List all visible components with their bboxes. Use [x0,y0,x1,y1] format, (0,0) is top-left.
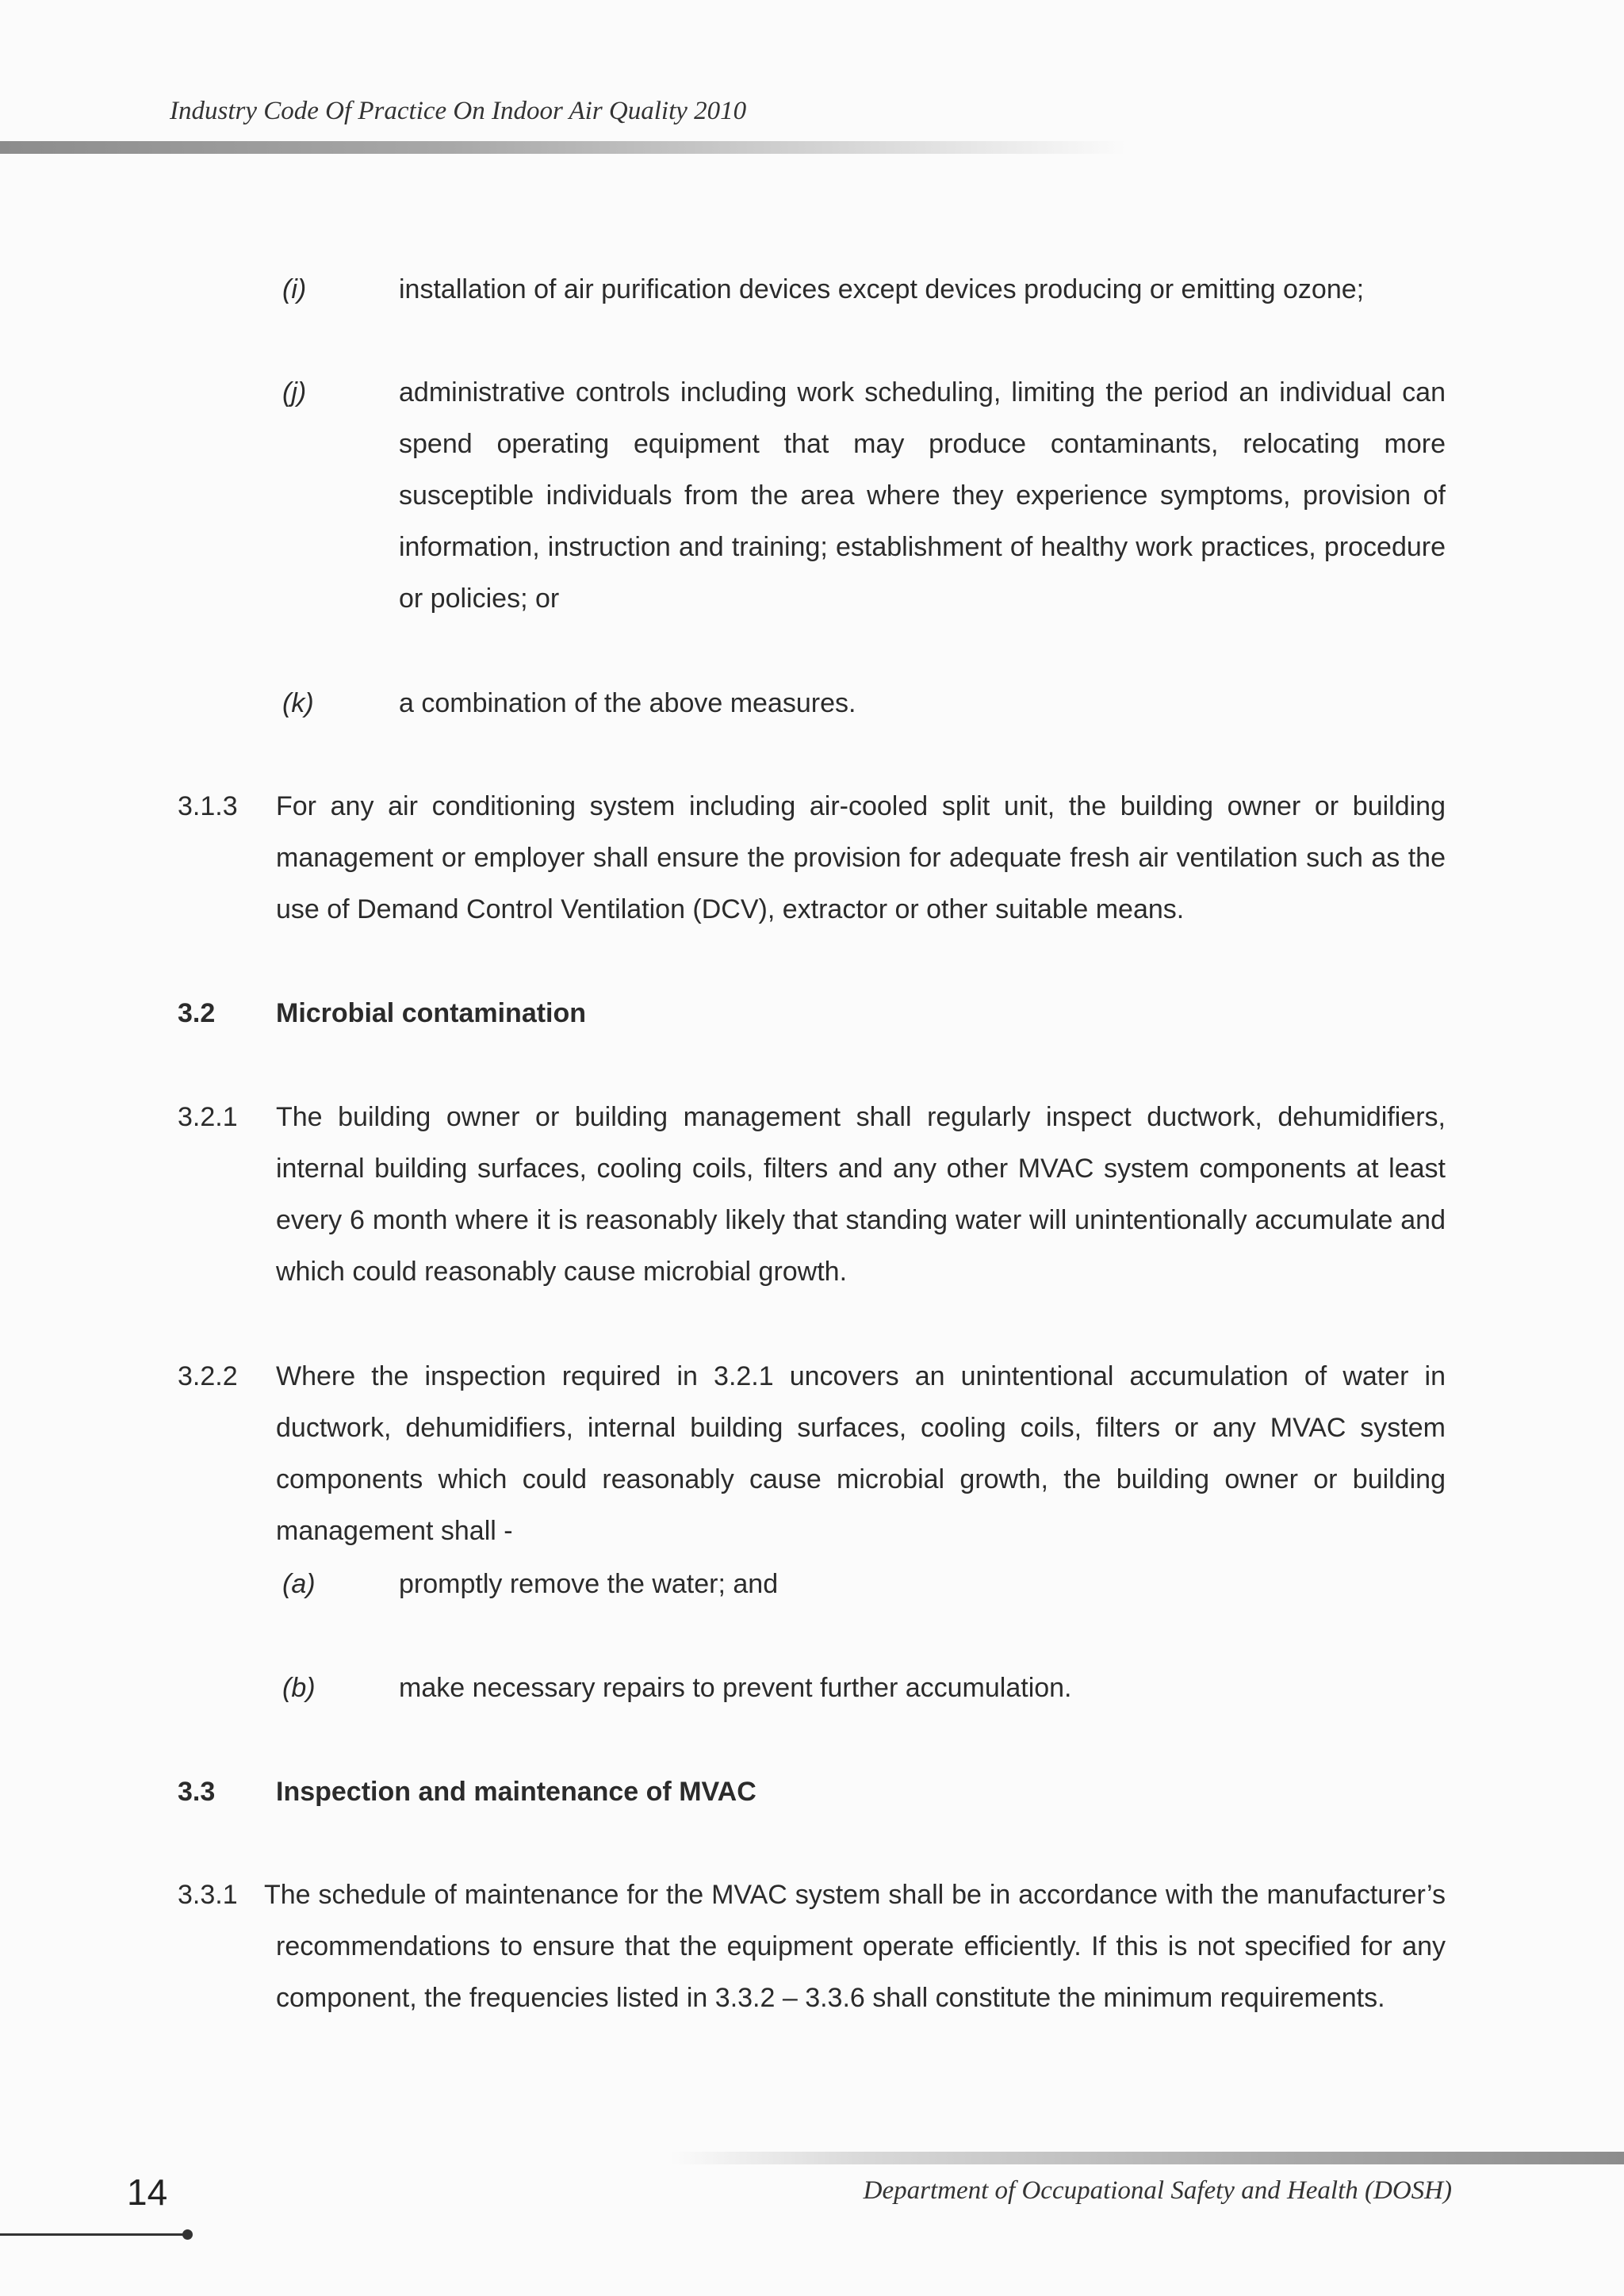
sub-item-text-b: make necessary repairs to prevent further accumulation. [399,1673,1072,1703]
footer-divider-bar [670,2152,1624,2164]
footer-line [0,2233,187,2236]
clause-number-3-1-3: 3.1.3 [178,791,238,821]
item-label-j: (j) [282,377,307,408]
clause-number-3-3-1: 3.3.1 [178,1880,238,1910]
section-title-3-2: Microbial contamination [276,998,587,1028]
item-text-j: administrative controls including work scheduling, limiting the period an individual can spend operating equipment that may produce contaminants, relocating more susceptible individuals from the area where they experience symptoms, provision of information, instruction and training; establishment of healthy work practices, procedure or policies; or [399,377,1446,614]
clause-text-3-2-2: Where the inspection required in 3.2.1 uncovers an unintentional accumulation of water in ductwork, dehumidifiers, internal building surfaces, cooling coils, filters or any MVAC system components which could reasonably cause microbial growth, the building owner or building management shall - [276,1361,1446,1546]
header-divider-bar [0,141,1126,154]
clause-text-3-1-3: For any air conditioning system including air-cooled split unit, the building owner or building management or employer shall ensure the provision for adequate fresh air ventilation such as the use of Demand Control Ventilation (DCV), extractor or other suitable means. [276,791,1446,924]
sub-item-label-a: (a) [282,1569,316,1599]
clause-number-3-2-2: 3.2.2 [178,1361,238,1391]
item-text-k: a combination of the above measures. [399,688,856,718]
item-text-i: installation of air purification devices except devices producing or emitting ozone; [399,274,1365,304]
clause-text-3-3-1-content: The schedule of maintenance for the MVAC system shall be in accordance with the manufacturer’s recommendations to ensure that the equipment operate efficiently. If this is not specified for any component, the frequencies listed in 3.3.2 – 3.3.6 shall constitute the minimum requirements. [264,1880,1446,2013]
clause-text-3-3-1 [264,1869,1446,2024]
item-label-k: (k) [282,688,314,718]
page-number: 14 [127,2172,168,2213]
clause-number-3-2-1: 3.2.1 [178,1102,238,1132]
section-title-3-3: Inspection and maintenance of MVAC [276,1777,756,1807]
footer-dot [182,2229,193,2240]
footer-department: Department of Occupational Safety and Health (DOSH) [863,2176,1452,2205]
sub-item-text-a: promptly remove the water; and [399,1569,779,1599]
sub-item-label-b: (b) [282,1673,316,1703]
item-label-i: (i) [282,274,307,304]
section-number-3-3: 3.3 [178,1777,216,1807]
section-number-3-2: 3.2 [178,998,216,1028]
running-header: Industry Code Of Practice On Indoor Air Quality 2010 [170,97,747,125]
clause-text-3-2-1: The building owner or building management shall regularly inspect ductwork, dehumidifiers, internal building surfaces, cooling coils, filters and any other MVAC system components at least every 6 month where it is reasonably likely that standing water will unintentionally accumulate and which could reasonably cause microbial growth. [276,1102,1446,1287]
